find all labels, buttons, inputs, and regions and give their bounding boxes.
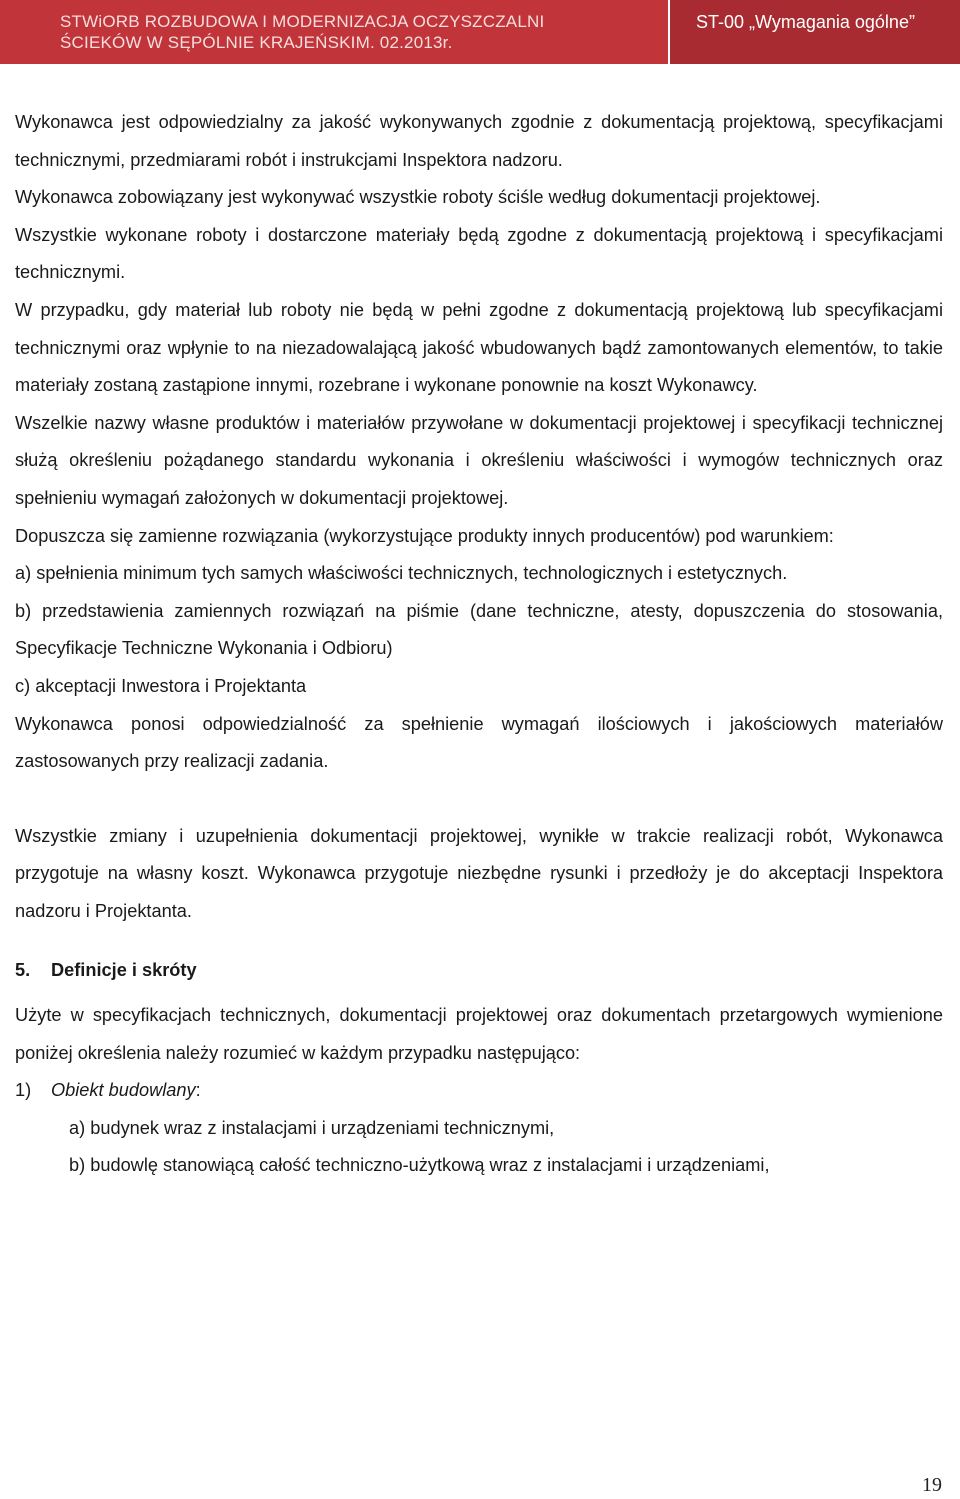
definition-term: Obiekt budowlany bbox=[51, 1080, 196, 1101]
document-title-block bbox=[0, 0, 668, 64]
definition-item-1 bbox=[15, 1072, 943, 1110]
section-heading bbox=[15, 952, 943, 990]
paragraph-responsibility: Wykonawca ponosi odpowiedzialność za spełnienie wymagań ilościowych i jakościowych materiałów zastosowanych przy realizacji zadania. bbox=[15, 713, 943, 772]
paragraph-quality: Wykonawca jest odpowiedzialny za jakość wykonywanych zgodnie z dokumentacją projektową, specyfikacjami technicznymi, przedmiarami robót i instrukcjami Inspektora nadzoru. bbox=[15, 112, 943, 170]
paragraph-changes: Wszystkie zmiany i uzupełnienia dokumentacji projektowej, wynikłe w trakcie realizacji robót, Wykonawca przygotuje na własny koszt. Wykonawca przygotuje niezbędne rysunki i przedłoży je do akceptacji Inspektora nadzoru i Projektanta. bbox=[15, 825, 943, 921]
paragraph-obligation: Wykonawca zobowiązany jest wykonywać wszystkie roboty ściśle według dokumentacji projektowej. bbox=[15, 187, 821, 208]
section-number: 5. bbox=[15, 960, 31, 981]
document-title-line2: ŚCIEKÓW W SĘPÓLNIE KRAJEŃSKIM. 02.2013r. bbox=[60, 33, 453, 52]
document-title-line1: STWiORB ROZBUDOWA I MODERNIZACJA OCZYSZCZALNI bbox=[60, 12, 545, 31]
document-body bbox=[15, 104, 943, 1185]
spacer bbox=[15, 930, 943, 952]
paragraph-compliance: Wszystkie wykonane roboty i dostarczone materiały będą zgodne z dokumentacją projektową i specyfikacjami technicznymi. bbox=[15, 224, 943, 283]
paragraph-alternatives: Dopuszcza się zamienne rozwiązania (wykorzystujące produkty innych producentów) pod warunkiem: bbox=[15, 525, 834, 546]
page-header bbox=[0, 0, 960, 64]
paragraph-nonconformity: W przypadku, gdy materiał lub roboty nie będą w pełni zgodne z dokumentacją projektową lub specyfikacjami technicznymi oraz wpłynie to na niezadowalającą jakość wbudowanych bądź zamontowanych elementów, to takie materiały zostaną zastąpione innymi, rozebrane i wykonane ponownie na koszt Wykonawcy. bbox=[15, 299, 943, 396]
condition-c: c) akceptacji Inwestora i Projektanta bbox=[15, 675, 307, 696]
spec-code-label: ST-00 „Wymagania ogólne” bbox=[668, 0, 960, 64]
definition-sub-b: b) budowlę stanowiącą całość techniczno-użytkową wraz z instalacjami i urządzeniami, bbox=[69, 1155, 770, 1176]
definition-sub-a: a) budynek wraz z instalacjami i urządzeniami technicznymi, bbox=[69, 1117, 555, 1138]
definition-item-label: 1) bbox=[15, 1080, 32, 1101]
section-title: Definicje i skróty bbox=[51, 960, 197, 981]
paragraph-product-names: Wszelkie nazwy własne produktów i materiałów przywołane w dokumentacji projektowej i specyfikacji technicznej służą określeniu pożądanego standardu wykonania i określeniu właściwości i wymogów technicznych oraz spełnieniu wymagań założonych w dokumentacji projektowej. bbox=[15, 412, 943, 508]
spacer bbox=[15, 990, 943, 997]
page-number: 19 bbox=[922, 1474, 942, 1496]
spacer bbox=[15, 781, 943, 818]
definition-colon: : bbox=[195, 1080, 201, 1101]
condition-b: b) przedstawienia zamiennych rozwiązań na piśmie (dane techniczne, atesty, dopuszczenia do stosowania, Specyfikacje Techniczne Wykonania i Odbioru) bbox=[15, 600, 943, 659]
condition-a: a) spełnienia minimum tych samych właściwości technicznych, technologicznych i estetycznych. bbox=[15, 563, 788, 584]
section-intro: Użyte w specyfikacjach technicznych, dokumentacji projektowej oraz dokumentach przetargowych wymienione poniżej określenia należy rozumieć w każdym przypadku następująco: bbox=[15, 1005, 943, 1063]
